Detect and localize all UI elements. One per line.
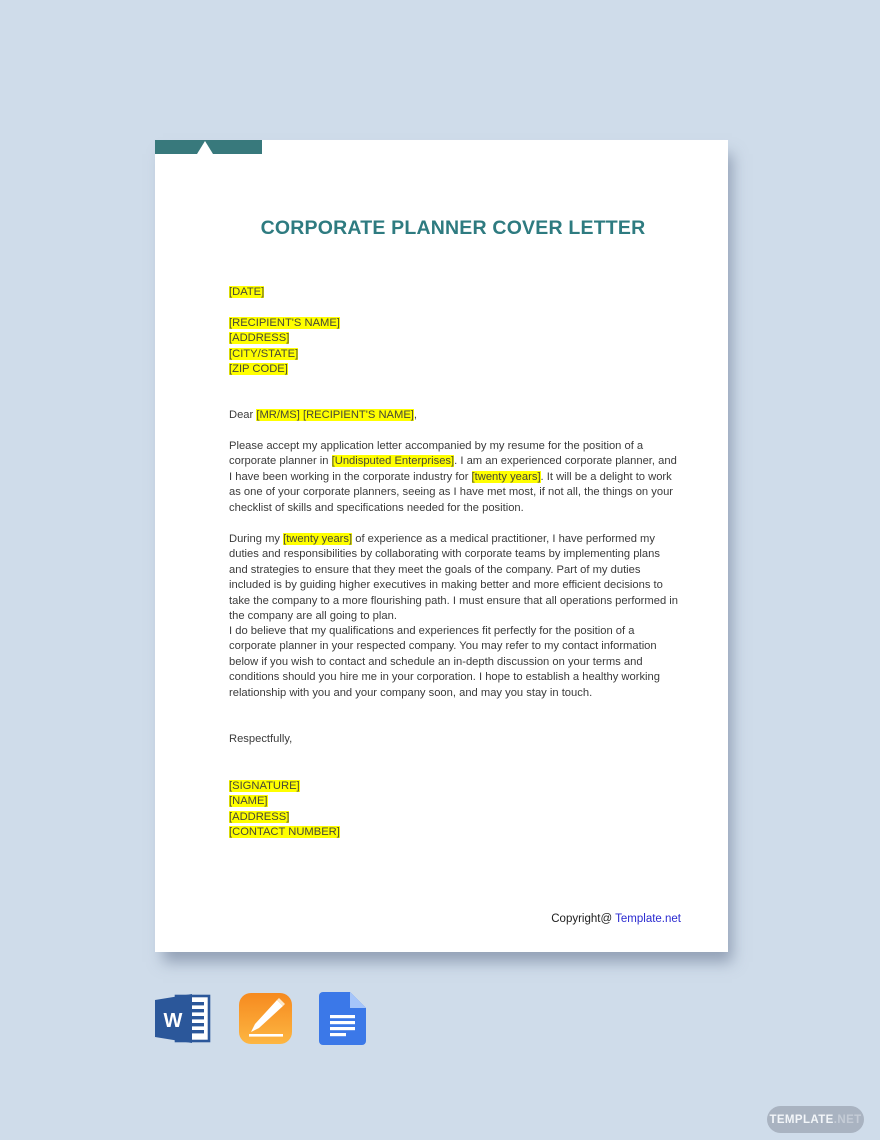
compatible-apps-row <box>155 992 366 1045</box>
text-run: of experience as a medical practitioner, I have performed my duties and responsibilities by collaborating with corporate teams by implementing plans and strategies to ensure that they meet the goals of the company. Part of my duties included is by guiding higher executives in making better and more efficient decisions to take the company to a more flourishing path. I must ensure that all operations performed in the company are all going to plan. <box>229 533 678 623</box>
body-paragraph-3 <box>229 624 679 701</box>
date-placeholder-block <box>229 285 679 300</box>
recipient-address-block <box>229 316 679 378</box>
letter-page <box>155 140 728 952</box>
watermark-brand-suffix: .NET <box>833 1113 862 1126</box>
page-title: CORPORATE PLANNER COVER LETTER <box>260 217 646 239</box>
svg-text:W: W <box>163 1010 183 1032</box>
text-run: Please accept my application letter accompanied by my resume for the position of a corporate planner in <box>229 440 644 468</box>
text-run: . It will be a delight to work as one of your corporate planners, seeing as I have met most, if not all, the things on your checklist of skills and specifications needed for the position. <box>229 470 674 514</box>
placeholder-highlight: [MR/MS] [RECIPIENT'S NAME] <box>256 409 414 421</box>
signature-placeholder: [SIGNATURE] <box>229 780 300 792</box>
microsoft-word-icon[interactable] <box>155 993 212 1044</box>
text-run: , <box>413 409 418 421</box>
date-placeholder: [DATE] <box>229 286 265 298</box>
template-net-watermark-badge[interactable] <box>767 1106 864 1133</box>
text-run: During my <box>229 533 284 545</box>
google-docs-icon[interactable] <box>319 992 366 1045</box>
closing-line: Respectfully, <box>229 733 293 745</box>
text-run: I do believe that my qualifications and experiences fit perfectly for the position of a corporate planner in your respected company. You may refer to my contact information below if you wish to contact and schedule an in-depth discussion on your terms and conditions should you hire me in your corporation. I hope to establish a healthy working relationship with you and your company soon, and may you stay in touch. <box>229 625 660 699</box>
recipient-zip-placeholder: [ZIP CODE] <box>229 363 288 376</box>
recipient-address-placeholder: [ADDRESS] <box>229 332 290 345</box>
sender-name-placeholder: [NAME] <box>229 795 268 808</box>
salutation-line <box>229 408 679 423</box>
text-run: . I am an experienced corporate planner, and I have been working in the corporate industry for <box>229 455 677 483</box>
watermark-brand: TEMPLATE <box>769 1113 834 1126</box>
placeholder-highlight: [twenty years] <box>283 533 353 545</box>
placeholder-highlight: [Undisputed Enterprises] <box>331 455 455 468</box>
signature-block <box>229 779 679 841</box>
copyright-text: Copyright@ <box>551 913 616 925</box>
recipient-name-placeholder: [RECIPIENT'S NAME] <box>229 317 340 329</box>
text-run: Dear <box>229 409 257 421</box>
template-net-link[interactable]: Template.net <box>615 913 681 925</box>
sender-contact-placeholder: [CONTACT NUMBER] <box>229 826 340 839</box>
copyright-line <box>551 913 681 925</box>
body-paragraph-1 <box>229 439 679 516</box>
recipient-city-state-placeholder: [CITY/STATE] <box>229 347 299 360</box>
apple-pages-icon[interactable] <box>239 993 292 1044</box>
sender-address-placeholder: [ADDRESS] <box>229 810 290 823</box>
placeholder-highlight: [twenty years] <box>471 470 541 483</box>
body-paragraph-2 <box>229 532 679 624</box>
corner-ribbon-decoration <box>155 140 262 154</box>
ribbon-notch <box>197 141 213 154</box>
